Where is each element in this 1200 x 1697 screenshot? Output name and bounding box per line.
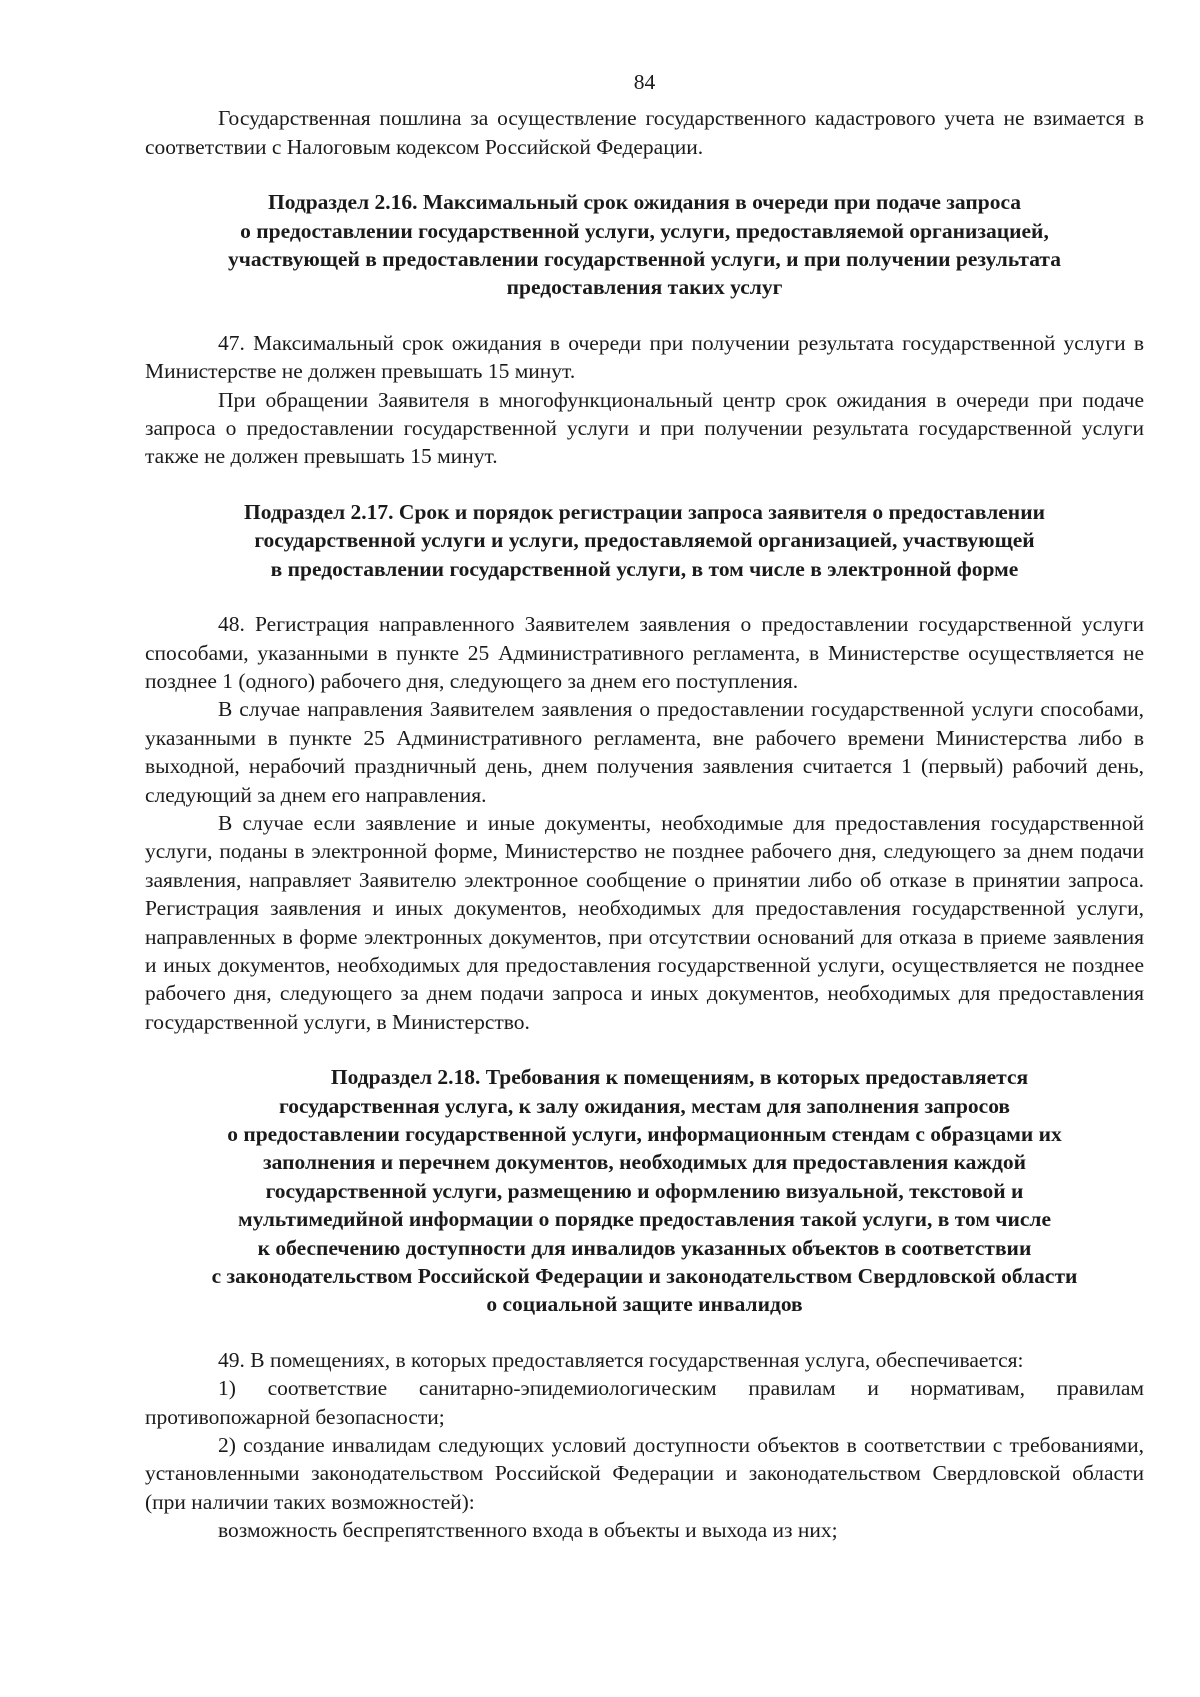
paragraph: возможность беспрепятственного входа в объекты и выхода из них;: [218, 1518, 838, 1543]
section-heading-2-17: [145, 498, 1144, 583]
heading-line: Подраздел 2.17. Срок и порядок регистрации запроса заявителя о предоставлении: [244, 499, 1045, 524]
paragraph: При обращении Заявителя в многофункциональный центр срок ожидания в очереди при подаче запроса о предоставлении государственной услуги и при получении результата государственной услуги также не должен превышать 15 минут.: [145, 387, 1144, 469]
heading-line: заполнения и перечнем документов, необходимых для предоставления каждой: [263, 1150, 1026, 1175]
heading-line: государственной услуги, размещению и оформлению визуальной, текстовой и: [265, 1178, 1024, 1203]
section-heading-2-16: [145, 188, 1144, 302]
paragraph-47: 47. Максимальный срок ожидания в очереди при получении результата государственной услуги в Министерстве не должен превышать 15 минут.: [145, 330, 1144, 384]
page-number: 84: [633, 70, 656, 94]
heading-line: о предоставлении государственной услуги, услуги, предоставляемой организацией,: [240, 218, 1049, 243]
list-item: 2) создание инвалидам следующих условий доступности объектов в соответствии с требованиями, установленными законодательством Российской Федерации и законодательством Свердловской области (при наличии таких возможностей):: [145, 1433, 1144, 1514]
paragraph: В случае если заявление и иные документы, необходимые для предоставления государственной услуги, поданы в электронной форме, Министерство не позднее рабочего дня, следующего за днем подачи заявления, направляет Заявителю электронное сообщение о принятии либо об отказе в принятии запроса. Регистрация заявления и иных документов, необходимых для предоставления государственной услуги, направленных в форме электронных документов, при отсутствии оснований для отказа в приеме заявления и иных документов, необходимых для предоставления государственной услуги, осуществляется не позднее рабочего дня, следующего за днем подачи запроса и иных документов, необходимых для предоставления государственной услуги, в Министерство.: [145, 810, 1144, 1034]
heading-line: государственная услуга, к залу ожидания, местам для заполнения запросов: [278, 1093, 1011, 1118]
paragraph-49: 49. В помещениях, в которых предоставляется государственная услуга, обеспечивается:: [218, 1347, 1024, 1372]
list-item: 1) соответствие санитарно-эпидемиологическим правилам и нормативам, правилам противопожарной безопасности;: [145, 1376, 1144, 1429]
intro-paragraph: Государственная пошлина за осуществление государственного кадастрового учета не взимается в соответствии с Налоговым кодексом Российской Федерации.: [145, 106, 1144, 159]
heading-line: Подраздел 2.18. Требования к помещениям, в которых предоставляется: [330, 1065, 1029, 1090]
heading-line: с законодательством Российской Федерации и законодательством Свердловской области: [211, 1264, 1078, 1289]
heading-line: о предоставлении государственной услуги, информационным стендам с образцами их: [227, 1122, 1062, 1146]
paragraph: В случае направления Заявителем заявления о предоставлении государственной услуги способами, указанными в пункте 25 Административного регламента, вне рабочего времени Министерства либо в выходной, нерабочий праздничный день, днем получения заявления считается 1 (первый) рабочий день, следующий за днем его направления.: [145, 697, 1144, 807]
heading-line: государственной услуги и услуги, предоставляемой организацией, участвующей: [254, 528, 1035, 553]
heading-line: о социальной защите инвалидов: [486, 1292, 803, 1317]
heading-line: участвующей в предоставлении государственной услуги, и при получении результата: [228, 247, 1061, 272]
heading-line: мультимедийной информации о порядке предоставления такой услуги, в том числе: [237, 1207, 1052, 1232]
heading-line: предоставления таких услуг: [506, 275, 783, 300]
heading-line: в предоставлении государственной услуги, в том числе в электронной форме: [270, 556, 1019, 581]
document-page: [145, 68, 1144, 1545]
paragraph-48: 48. Регистрация направленного Заявителем заявления о предоставлении государственной услуги способами, указанными в пункте 25 Административного регламента, в Министерстве осуществляется не позднее 1 (одного) рабочего дня, следующего за днем его поступления.: [145, 612, 1144, 693]
heading-line: к обеспечению доступности для инвалидов указанных объектов в соответствии: [257, 1235, 1032, 1260]
section-heading-2-18: [145, 1063, 1144, 1319]
heading-line: Подраздел 2.16. Максимальный срок ожидания в очереди при подаче запроса: [267, 190, 1022, 215]
